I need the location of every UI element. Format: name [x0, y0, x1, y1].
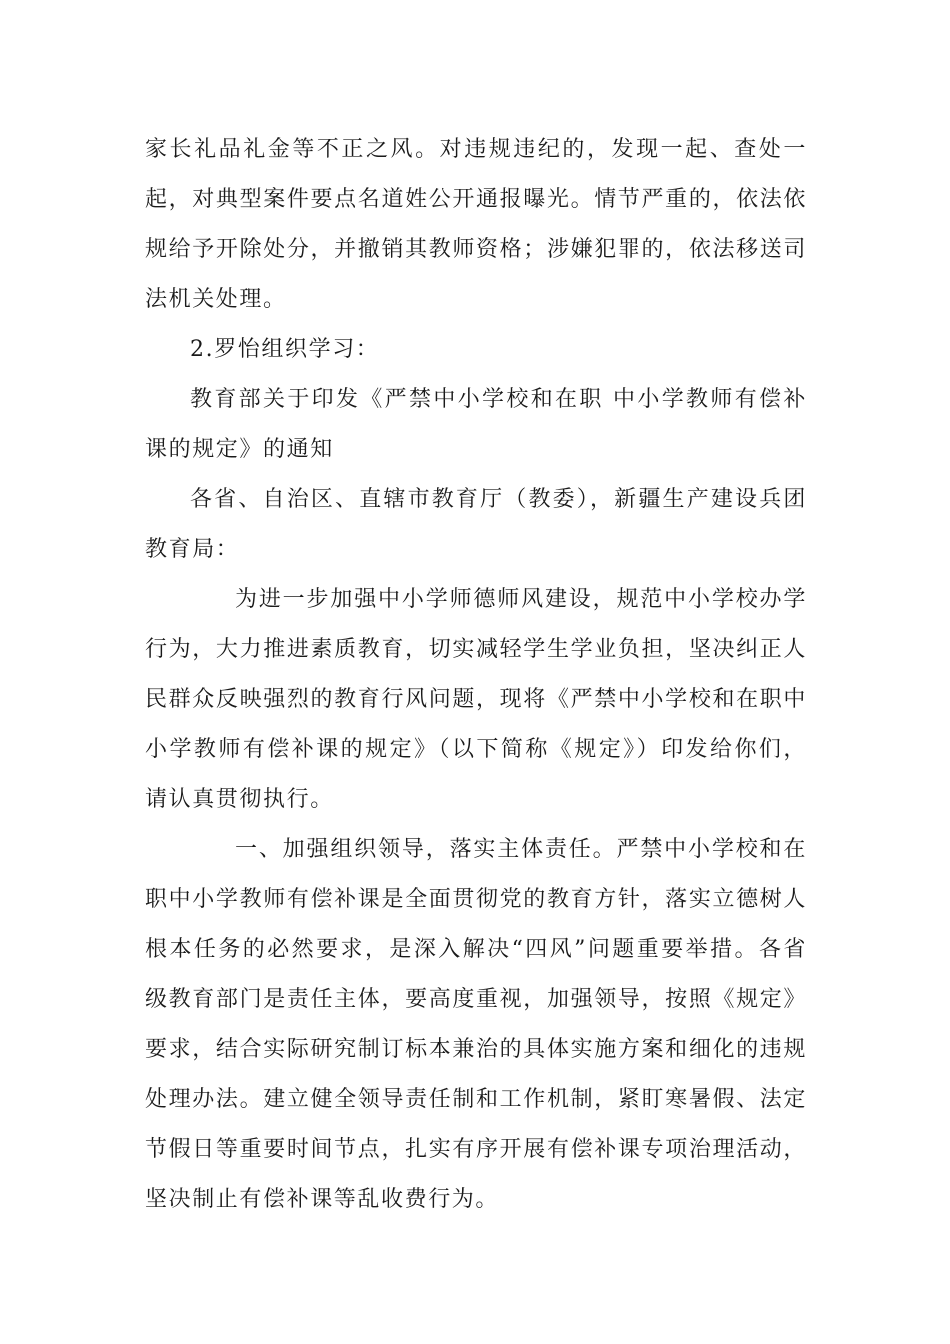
paragraph-intro: 为进一步加强中小学师德师风建设，规范中小学校办学行为，大力推进素质教育，切实减轻学生学业负担，坚决纠正人民群众反映强烈的教育行风问题，现将《严禁中小学校和在职中小学教师有偿补课的规定》（以下简称《规定》）印发给你们，请认真贯彻执行。 [145, 587, 807, 812]
section-heading: 2.罗怡组织学习： [190, 337, 380, 362]
paragraph-continued: 家长礼品礼金等不正之风。对违规违纪的，发现一起、查处一起，对典型案件要点名道姓公开通报曝光。情节严重的，依法依规给予开除处分，并撤销其教师资格；涉嫌犯罪的，依法移送司法机关处理。 [145, 137, 807, 312]
addressee: 各省、自治区、直辖市教育厅（教委），新疆生产建设兵团教育局： [145, 487, 807, 562]
document-body [145, 125, 807, 1225]
paragraph-item-one: 一、加强组织领导，落实主体责任。严禁中小学校和在职中小学教师有偿补课是全面贯彻党的教育方针，落实立德树人根本任务的必然要求，是深入解决“四风”问题重要举措。各省级教育部门是责任主体，要高度重视，加强领导，按照《规定》要求，结合实际研究制订标本兼治的具体实施方案和细化的违规处理办法。建立健全领导责任制和工作机制，紧盯寒暑假、法定节假日等重要时间节点，扎实有序开展有偿补课专项治理活动，坚决制止有偿补课等乱收费行为。 [145, 837, 807, 1212]
notice-title: 教育部关于印发《严禁中小学校和在职 中小学教师有偿补课的规定》的通知 [145, 387, 807, 462]
